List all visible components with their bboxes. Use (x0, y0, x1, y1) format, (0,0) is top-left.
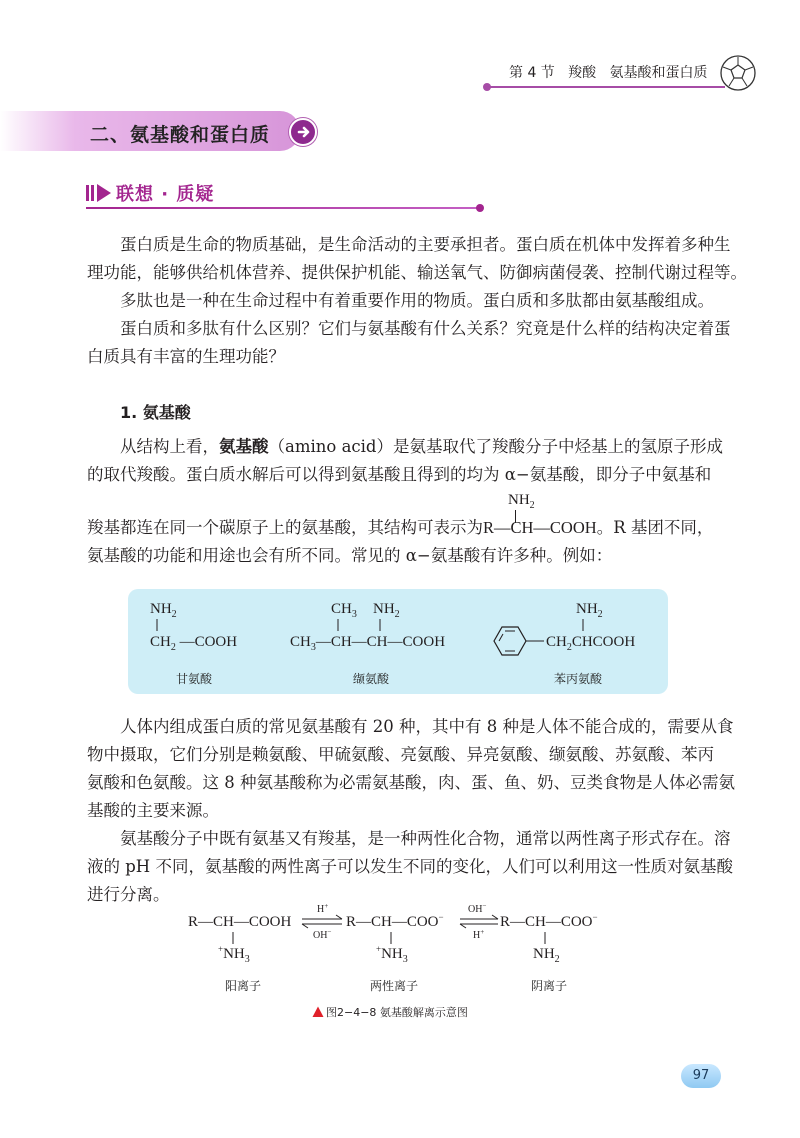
phenylalanine-label: 苯丙氨酸 (554, 672, 603, 686)
amino-line2: 的取代羧酸。蛋白质水解后可以得到氨基酸且得到的均为 α−氨基酸，即分子中氨基和 (87, 465, 712, 484)
intro-p3-line2: 白质具有丰富的生理功能？ (87, 347, 285, 366)
glycine-label: 甘氨酸 (176, 672, 213, 686)
zwitterion-structure (346, 912, 444, 965)
anion-label: 阴离子 (531, 979, 568, 993)
header-section-b: 氨基酸和蛋白质 (609, 65, 708, 81)
equilibrium-arrows-1 (302, 902, 342, 941)
svg-text:OH−: OH− (468, 902, 487, 915)
play-bars-icon (86, 182, 112, 204)
intro-p1-line1: 蛋白质是生命的物质基础，是生命活动的主要承担者。蛋白质在机体中发挥着多种生 (120, 235, 731, 254)
svg-text:R—CH—COOH: R—CH—COOH (188, 914, 292, 930)
fullerene-icon (719, 54, 757, 92)
intro-p2: 多肽也是一种在生命过程中有着重要作用的物质。蛋白质和多肽都由氨基酸组成。 (120, 291, 714, 310)
svg-text:R—CH—COO−: R—CH—COO− (500, 912, 598, 930)
amino-line1 (120, 433, 723, 461)
valine-structure (290, 601, 445, 653)
svg-text:CH3—CH—CH—COOH: $CH_3—CH—CH—COOH$ (290, 634, 446, 653)
section-title-bar (0, 111, 336, 151)
amino-line3-b: 。R 基团不同， (596, 518, 714, 537)
subsection-title: 联想 · 质疑 (116, 184, 215, 205)
general-formula-nh2 (508, 492, 535, 511)
equilibrium-arrows-2 (460, 902, 498, 941)
zwitterion-label: 两性离子 (370, 979, 419, 993)
general-formula: R—CH—COOH (483, 518, 597, 537)
header-text (509, 62, 708, 82)
cation-label: 阳离子 (225, 979, 262, 993)
svg-text:NH2: $NH_2$ (373, 601, 400, 620)
anion-structure (500, 912, 598, 965)
svg-text:H+: H+ (473, 928, 485, 941)
svg-text:OH−: OH− (313, 928, 332, 941)
amino-line1-term: 氨基酸 (219, 437, 269, 456)
svg-text:H+: H+ (317, 902, 329, 915)
amino-line3 (87, 514, 713, 542)
header-chapter: 第 4 节 (509, 65, 555, 81)
triangle-marker-icon (312, 1006, 324, 1018)
running-header (487, 58, 757, 88)
subsection-heading (86, 180, 486, 216)
svg-text:CH3: $CH_3$ (331, 601, 357, 620)
amino-line3-a: 羧基都连在同一个碳原子上的氨基酸，其结构可表示为 (87, 518, 483, 537)
cation-structure (188, 914, 292, 965)
general-formula-nh: NH (508, 492, 530, 508)
amino-line1-a: 从结构上看， (120, 437, 219, 456)
intro-p1-line2: 理功能，能够供给机体营养、提供保护机能、输送氧气、防御病菌侵袭、控制代谢过程等。 (87, 263, 747, 282)
svg-text:CH2CHCOOH: $CH_2CHCOOH$ (546, 634, 636, 653)
page-number: 97 (681, 1064, 721, 1088)
amino-acid-heading: 1. 氨基酸 (120, 403, 191, 422)
para2-line3: 氨酸和色氨酸。这 8 种氨基酸称为必需氨基酸，肉、蛋、鱼、奶、豆类食物是人体必需氨 (87, 773, 735, 792)
svg-text:CH2 —COOH: $CH_2$ —COOH (150, 634, 238, 653)
para2-line2: 物中摄取，它们分别是赖氨酸、甲硫氨酸、亮氨酸、异亮氨酸、缬氨酸、苏氨酸、苯丙 (87, 745, 714, 764)
subsection-rule-dot (476, 204, 484, 212)
para3-line2: 液的 pH 不同，氨基酸的两性离子可以发生不同的变化，人们可以利用这一性质对氨基酸 (87, 857, 733, 876)
svg-text:+NH3: $^+NH_3$ (376, 944, 408, 965)
amino-line1-c: （amino acid）是氨基取代了羧酸分子中烃基上的氢原子形成 (268, 437, 723, 456)
svg-text:NH2: $NH_2$ (576, 601, 603, 620)
para2-line4: 基酸的主要来源。 (87, 801, 219, 820)
glycine-structure (150, 601, 237, 653)
para2-line1: 人体内组成蛋白质的常见氨基酸有 20 种，其中有 8 种是人体不能合成的，需要从食 (120, 717, 734, 736)
general-formula-nh-sub: 2 (529, 500, 535, 511)
header-rule (487, 86, 725, 88)
section-title: 二、氨基酸和蛋白质 (90, 124, 271, 146)
header-section-a: 羧酸 (568, 65, 597, 81)
ionization-diagram (180, 900, 620, 970)
para3-line3: 进行分离。 (87, 885, 170, 904)
figure-caption-text: 图2−4−8 氨基酸解离示意图 (326, 1006, 468, 1019)
svg-text:NH2: $NH_2$ (150, 601, 177, 620)
subsection-rule (86, 207, 478, 209)
amino-line4: 氨基酸的功能和用途也会有所不同。常见的 α−氨基酸有许多种。例如： (87, 546, 613, 565)
phenylalanine-structure (494, 601, 635, 655)
svg-text:+NH3: $^+NH_3$ (218, 944, 250, 965)
para3-line1: 氨基酸分子中既有氨基又有羧基，是一种两性化合物，通常以两性离子形式存在。溶 (120, 829, 731, 848)
arrow-right-icon (289, 118, 317, 146)
intro-p3-line1: 蛋白质和多肽有什么区别？它们与氨基酸有什么关系？究竟是什么样的结构决定着蛋 (120, 319, 731, 338)
svg-text:R—CH—COO−: R—CH—COO− (346, 912, 444, 930)
valine-label: 缬氨酸 (353, 672, 390, 686)
svg-text:NH2: $NH_2$ (533, 946, 560, 965)
